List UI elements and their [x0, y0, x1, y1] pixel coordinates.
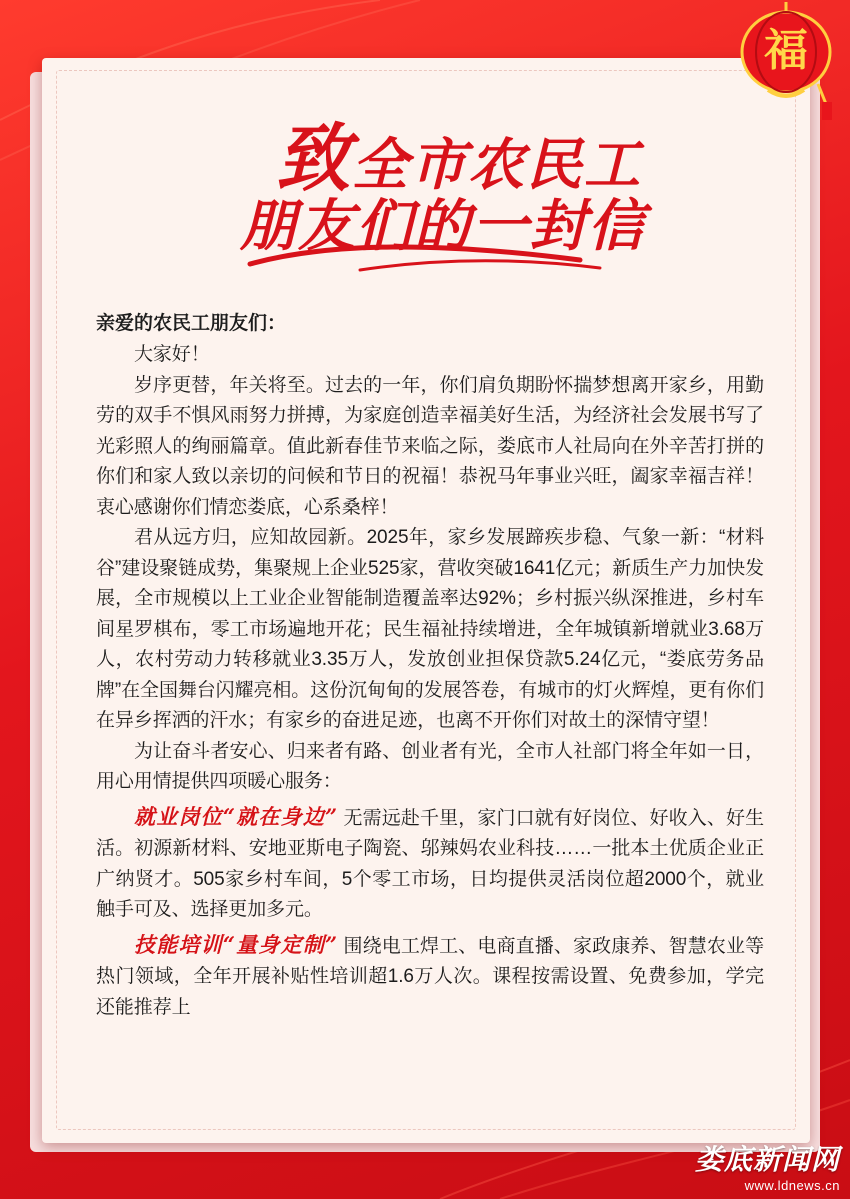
fu-character: 福: [764, 25, 808, 76]
paragraph-intro: 岁序更替，年关将至。过去的一年，你们肩负期盼怀揣梦想离开家乡，用勤劳的双手不惧风雨努力拼搏，为家庭创造幸福美好生活，为经济社会发展书写了光彩照人的绚丽篇章。值此新春佳节来临之际，娄底市人社局向在外辛苦打拼的你们和家人致以亲切的问候和节日的祝福！恭祝马年事业兴旺，阖家幸福吉祥！衷心感谢你们情恋娄底，心系桑梓！: [96, 374, 764, 518]
service-item-employment: [96, 802, 764, 926]
title-line-1-rest: 全市农民工: [352, 132, 642, 198]
service-text-training: 围绕电工焊工、电商直播、家政康养、智慧农业等热门领域，全年开展补贴性培训超1.6万人次。课程按需设置、免费参加，学完还能推荐上: [96, 935, 764, 1018]
paragraph-greeting: 大家好！: [134, 344, 210, 365]
letter-body: [96, 340, 764, 1023]
paragraph-achievements: 君从远方归，应知故园新。2025年，家乡发展蹄疾步稳、气象一新：“材料谷”建设聚链成势，集聚规上企业525家，营收突破1641亿元；新质生产力加快发展，全市规模以上工业企业智能制造覆盖率达92%；乡村振兴纵深推进，乡村车间星罗棋布，零工市场遍地开花；民生福祉持续增进，全年城镇新增就业3.68万人，农村劳动力转移就业3.35万人，发放创业担保贷款5.24亿元，“娄底劳务品牌”在全国舞台闪耀亮相。这份沉甸甸的发展答卷，有城市的灯火辉煌，更有你们在异乡挥洒的汗水；有家乡的奋进足迹，也离不开你们对故土的深情守望！: [96, 527, 764, 731]
service-heading-employment: 就业岗位“就在身边”: [134, 803, 339, 829]
watermark-site-url: www.ldnews.cn: [744, 1178, 840, 1193]
site-watermark: [695, 1138, 840, 1193]
service-item-training: [96, 930, 764, 1024]
title-lead-char: 致: [276, 116, 352, 202]
service-text-employment: 无需远赴千里，家门口就有好岗位、好收入、好生活。初源新材料、安地亚斯电子陶瓷、邬辣妈农业科技……一批本土优质企业正广纳贤才。505家乡村车间，5个零工市场，日均提供灵活岗位超2000个，就业触手可及、选择更加多元。: [96, 807, 764, 920]
salutation: 亲爱的农民工朋友们：: [96, 313, 287, 334]
watermark-site-name: 娄底新闻网: [694, 1143, 840, 1176]
service-heading-training: 技能培训“量身定制”: [134, 931, 339, 957]
letter-title: [240, 92, 646, 282]
paragraph-services-intro: 为让奋斗者安心、归来者有路、创业者有光，全市人社部门将全年如一日，用心用情提供四项暖心服务：: [96, 740, 764, 792]
title-line-2: 朋友们的一封信: [240, 193, 646, 259]
fu-lantern-decoration: [738, 2, 834, 98]
